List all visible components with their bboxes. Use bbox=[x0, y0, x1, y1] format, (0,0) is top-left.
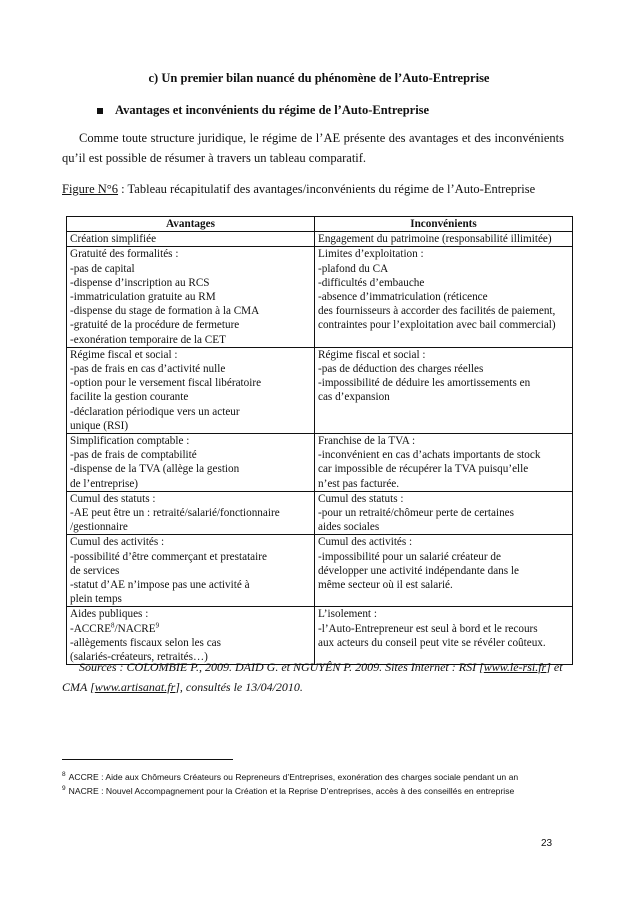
cell-line: car impossible de récupérer la TVA puisqu’elle bbox=[318, 463, 529, 476]
cell-line: -déclaration périodique vers un acteur bbox=[70, 405, 240, 418]
cell-line: -dispense d’inscription au RCS bbox=[70, 276, 210, 289]
cell-line: Aides publiques : bbox=[70, 608, 149, 621]
header-disadvantages: Inconvénients bbox=[315, 217, 573, 232]
cell-line: -exonération temporaire de la CET bbox=[70, 333, 226, 346]
figure-label: Figure N°6 bbox=[62, 182, 119, 196]
disadvantages-cell bbox=[315, 491, 573, 535]
cell-line: /gestionnaire bbox=[70, 521, 128, 534]
cell-line: Régime fiscal et social : bbox=[70, 348, 178, 361]
cell-line: plein temps bbox=[70, 593, 122, 606]
cell-line: Franchise de la TVA : bbox=[318, 435, 416, 448]
cell-line: -dispense du stage de formation à la CMA bbox=[70, 305, 260, 318]
cell-line: Création simplifiée bbox=[70, 233, 157, 246]
cell-line: -impossibilité de déduire les amortissements en bbox=[318, 377, 531, 390]
cell-line: -inconvénient en cas d’achats importants de stock bbox=[318, 449, 541, 462]
table-row bbox=[67, 347, 573, 433]
cell-line: -ACCRE$^8$/NACRE$^9$ bbox=[70, 620, 160, 635]
cell-line: -impossibilité pour un salarié créateur de bbox=[318, 550, 501, 563]
footnote-8 bbox=[62, 770, 582, 784]
disadvantages-cell bbox=[315, 232, 573, 247]
sources-link-rsi[interactable]: www.le-rsi.fr bbox=[483, 660, 547, 674]
table-header-row bbox=[67, 217, 573, 232]
cell-line: Engagement du patrimoine (responsabilité illimitée) bbox=[318, 233, 552, 246]
cell-line: -pas de frais de comptabilité bbox=[70, 449, 197, 462]
cell-line: -statut d’AE n’impose pas une activité à bbox=[70, 579, 250, 592]
cell-line: -pour un retraité/chômeur perte de certaines bbox=[318, 507, 514, 520]
section-heading: c) Un premier bilan nuancé du phénomène de l’Auto-Entreprise bbox=[148, 71, 490, 85]
cell-line: des fournisseurs à accorder des facilités de paiement, bbox=[318, 305, 556, 318]
intro-paragraph: Comme toute structure juridique, le régime de l’AE présente des avantages et des inconvénients qu’il est possible de résumer à travers un tableau comparatif. bbox=[62, 131, 564, 165]
cell-line: Régime fiscal et social : bbox=[318, 348, 426, 361]
cell-line: de l’entreprise) bbox=[70, 477, 139, 490]
cell-line: cas d’expansion bbox=[318, 391, 390, 404]
cell-line: -absence d’immatriculation (réticence bbox=[318, 291, 488, 304]
footnote-9 bbox=[62, 784, 582, 798]
cell-line: -gratuité de la procédure de fermeture bbox=[70, 319, 240, 332]
footnote-text: ACCRE : Aide aux Chômeurs Créateurs ou Repreneurs d’Entreprises, exonération des charges sociale pendant un an bbox=[68, 772, 519, 782]
cell-line: Cumul des statuts : bbox=[318, 492, 404, 505]
table-row bbox=[67, 491, 573, 535]
cell-line: -plafond du CA bbox=[318, 262, 389, 275]
sources-suffix: ], consultés le 13/04/2010. bbox=[175, 680, 303, 694]
sources-prefix: Sources : COLOMBIE P., 2009. DAID G. et NGUYÊN P. 2009. Sites Internet : RSI [ bbox=[79, 660, 484, 674]
cell-line: -difficultés d’embauche bbox=[318, 276, 425, 289]
disadvantages-cell bbox=[315, 535, 573, 607]
cell-line: même secteur où il est salarié. bbox=[318, 579, 453, 592]
square-bullet-icon bbox=[97, 108, 103, 114]
cell-line: Simplification comptable : bbox=[70, 435, 190, 448]
cell-line: -option pour le versement fiscal libératoire bbox=[70, 377, 262, 390]
cell-line: -dispense de la TVA (allège la gestion bbox=[70, 463, 240, 476]
cell-line: facilite la gestion courante bbox=[70, 391, 189, 404]
cell-line: aides sociales bbox=[318, 521, 380, 534]
disadvantages-cell bbox=[315, 347, 573, 433]
advantages-cell bbox=[67, 535, 315, 607]
cell-line: -pas de déduction des charges réelles bbox=[318, 363, 484, 376]
table-body bbox=[67, 232, 573, 665]
cell-line: de services bbox=[70, 564, 120, 577]
figure-caption-text: : Tableau récapitulatif des avantages/inconvénients du régime de l’Auto-Entreprise bbox=[118, 182, 536, 196]
cell-line: -l’Auto-Entrepreneur est seul à bord et le recours bbox=[318, 622, 538, 635]
advantages-cell bbox=[67, 232, 315, 247]
footnote-ref: 8 bbox=[111, 620, 115, 629]
cell-line: n’est pas facturée. bbox=[318, 477, 400, 490]
cell-line: -immatriculation gratuite au RM bbox=[70, 291, 216, 304]
cell-line: -pas de frais en cas d’activité nulle bbox=[70, 363, 226, 376]
cell-line: Gratuité des formalités : bbox=[70, 248, 179, 261]
cell-line: contraintes pour l’exploitation avec bail commercial) bbox=[318, 319, 556, 332]
comparison-table bbox=[66, 216, 573, 665]
cell-line: unique (RSI) bbox=[70, 419, 129, 432]
disadvantages-cell bbox=[315, 247, 573, 347]
sources-link-artisanat[interactable]: www.artisanat.fr bbox=[94, 680, 176, 694]
disadvantages-cell bbox=[315, 434, 573, 492]
cell-line: Cumul des activités : bbox=[318, 536, 413, 549]
page-number: 23 bbox=[541, 838, 553, 849]
advantages-cell bbox=[67, 347, 315, 433]
advantages-cell bbox=[67, 491, 315, 535]
cell-line: Cumul des statuts : bbox=[70, 492, 156, 505]
cell-line: Limites d’exploitation : bbox=[318, 248, 424, 261]
advantages-cell bbox=[67, 247, 315, 347]
cell-line: développer une activité indépendante dans le bbox=[318, 564, 519, 577]
cell-line: -allègements fiscaux selon les cas bbox=[70, 636, 221, 649]
sources-mid: ] et CMA [ bbox=[62, 660, 563, 694]
cell-line: (salariés-créateurs, retraités…) bbox=[70, 651, 208, 664]
subheading-text: Avantages et inconvénients du régime de l’Auto-Entreprise bbox=[115, 103, 430, 117]
cell-line: -AE peut être un : retraité/salarié/fonctionnaire bbox=[70, 507, 280, 520]
footnote-number: 8 bbox=[62, 771, 66, 779]
subheading bbox=[97, 103, 429, 118]
footnote-text: NACRE : Nouvel Accompagnement pour la Création et la Reprise D’entreprises, accès à des conseillés en entreprise bbox=[68, 786, 515, 796]
header-advantages: Avantages bbox=[67, 217, 315, 232]
footnotes bbox=[62, 770, 582, 798]
cell-line: -possibilité d’être commerçant et prestataire bbox=[70, 550, 267, 563]
figure-caption bbox=[62, 182, 582, 197]
table-row bbox=[67, 232, 573, 247]
advantages-cell bbox=[67, 434, 315, 492]
sources-note bbox=[62, 657, 578, 697]
table-row bbox=[67, 247, 573, 347]
cell-line: Cumul des activités : bbox=[70, 536, 165, 549]
table-row bbox=[67, 434, 573, 492]
footnote-divider bbox=[62, 759, 233, 760]
cell-line: -pas de capital bbox=[70, 262, 135, 275]
table-row bbox=[67, 535, 573, 607]
footnote-number: 9 bbox=[62, 785, 66, 793]
cell-line: aux acteurs du conseil peut vite se révéler coûteux. bbox=[318, 636, 546, 649]
cell-line: L’isolement : bbox=[318, 608, 377, 621]
footnote-ref: 9 bbox=[155, 620, 160, 629]
